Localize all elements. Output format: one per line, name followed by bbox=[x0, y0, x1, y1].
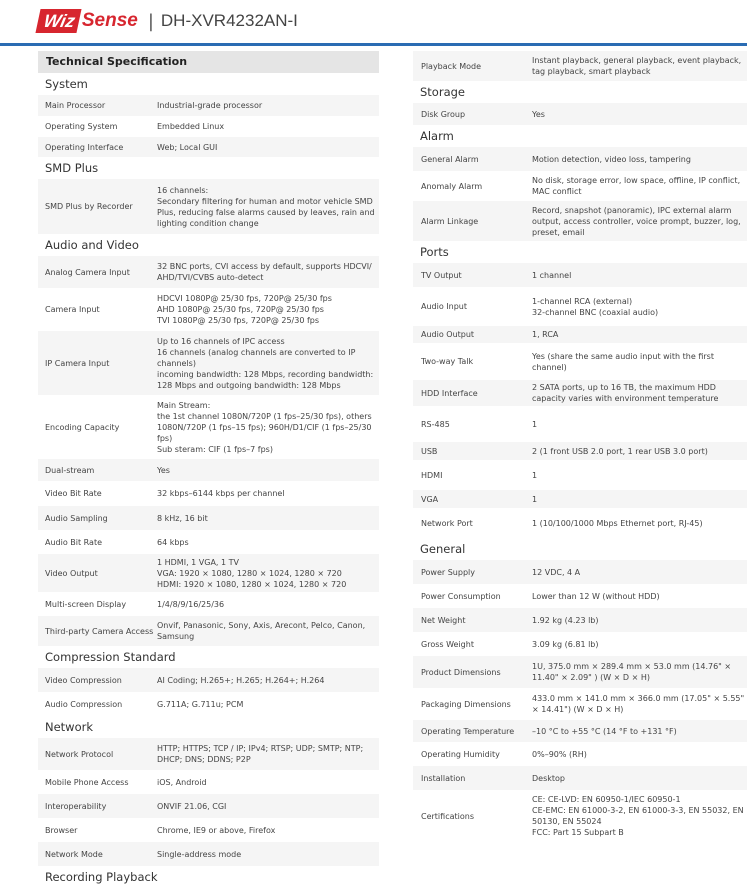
spec-label: Mobile Phone Access bbox=[45, 777, 129, 787]
spec-row bbox=[413, 560, 747, 584]
spec-label: Packaging Dimensions bbox=[421, 699, 511, 709]
spec-row bbox=[38, 842, 379, 866]
spec-value: Chrome, IE9 or above, Firefox bbox=[157, 825, 276, 835]
spec-value: 64 kbps bbox=[157, 537, 189, 547]
spec-row bbox=[413, 656, 747, 688]
spec-label: Network Port bbox=[421, 518, 473, 528]
spec-value: Embedded Linux bbox=[157, 122, 225, 131]
spec-value: 1 bbox=[532, 419, 538, 429]
section-heading: Compression Standard bbox=[45, 650, 176, 664]
spec-row bbox=[413, 201, 747, 241]
spec-value: 1 HDMI, 1 VGA, 1 TV VGA: 1920 × 1080, 1280 × 1024, 1280 × 720 HDMI: 1920 × 1080, 1280 × 1024, 1280 × 720 bbox=[157, 557, 347, 589]
spec-label: VGA bbox=[421, 494, 439, 504]
spec-row bbox=[413, 720, 747, 742]
spec-label: Two-way Talk bbox=[421, 357, 474, 366]
spec-label: TV Output bbox=[421, 270, 462, 280]
spec-label: HDMI bbox=[421, 470, 443, 480]
spec-value: 8 kHz, 16 bit bbox=[157, 513, 208, 523]
spec-row bbox=[38, 692, 379, 716]
spec-value: Motion detection, video loss, tampering bbox=[532, 154, 691, 164]
spec-label: Interoperability bbox=[45, 801, 107, 811]
spec-value: HDCVI 1080P@ 25/30 fps, 720P@ 25/30 fps AHD 1080P@ 25/30 fps, 720P@ 25/30 fps TVI 1080P@ 25/30 fps, 720P@ 25/30 fps bbox=[157, 294, 332, 325]
logo-sense: Sense bbox=[81, 10, 138, 31]
spec-row bbox=[413, 490, 747, 508]
wizsense-logo bbox=[38, 9, 298, 33]
left-spec-column bbox=[38, 51, 379, 888]
spec-label: Video Bit Rate bbox=[45, 489, 102, 498]
spec-label: Operating System bbox=[45, 122, 118, 131]
spec-label: Power Consumption bbox=[421, 591, 501, 601]
spec-label: Anomaly Alarm bbox=[421, 181, 483, 191]
spec-row bbox=[413, 343, 747, 380]
spec-row bbox=[38, 116, 379, 137]
spec-row bbox=[38, 668, 379, 692]
spec-value: Main Stream: the 1st channel 1080N/720P (1 fps–25/30 fps), others 1080N/720P (1 fps–15 fps); 960H/D1/CIF (1 fps–25/30 fps) Sub steram: CIF (1 fps–7 fps) bbox=[157, 400, 372, 454]
spec-value: Onvif, Panasonic, Sony, Axis, Arecont, Pelco, Canon, Samsung bbox=[157, 621, 366, 641]
spec-value: Up to 16 channels of IPC access 16 channels (analog channels are converted to IP channels) incoming bandwidth: 128 Mbps, recording bandwidth: 128 Mbps and outgoing bandwidth: 128 Mbps bbox=[157, 336, 374, 390]
spec-row bbox=[38, 738, 379, 770]
spec-value: ONVIF 21.06, CGI bbox=[157, 801, 227, 811]
spec-row bbox=[413, 742, 747, 766]
spec-row bbox=[413, 766, 747, 790]
spec-value: 32 BNC ports, CVI access by default, supports HDCVI/ AHD/TVI/CVBS auto-detect bbox=[157, 262, 372, 282]
spec-label: Installation bbox=[421, 773, 466, 783]
spec-label: RS-485 bbox=[421, 419, 450, 429]
spec-row bbox=[413, 263, 747, 287]
spec-row bbox=[38, 530, 379, 554]
spec-label: Operating Temperature bbox=[421, 726, 515, 736]
spec-value: Industrial-grade processor bbox=[157, 101, 263, 110]
spec-row bbox=[38, 395, 379, 459]
spec-label: Gross Weight bbox=[421, 639, 474, 649]
spec-value: 433.0 mm × 141.0 mm × 366.0 mm (17.05" × 5.55" × 14.41") (W × D × H) bbox=[532, 694, 745, 714]
spec-label: Audio Sampling bbox=[45, 513, 108, 523]
spec-label: Certifications bbox=[421, 811, 474, 821]
spec-value: 1 bbox=[532, 494, 538, 504]
section-heading: SMD Plus bbox=[45, 161, 99, 175]
spec-label: SMD Plus by Recorder bbox=[45, 202, 133, 211]
spec-row bbox=[413, 608, 747, 632]
spec-row bbox=[413, 632, 747, 656]
page-header bbox=[0, 0, 747, 46]
spec-value: Lower than 12 W (without HDD) bbox=[532, 591, 660, 601]
spec-value: CE: CE-LVD: EN 60950-1/IEC 60950-1 CE-EMC: EN 61000-3-2, EN 61000-3-3, EN 55032, EN 50130, EN 55024 FCC: Part 15 Subpart B bbox=[532, 795, 744, 837]
spec-row bbox=[38, 481, 379, 506]
spec-value: 1 channel bbox=[532, 270, 572, 280]
spec-row bbox=[413, 147, 747, 171]
spec-row bbox=[38, 818, 379, 842]
spec-row bbox=[38, 592, 379, 616]
section-heading: Alarm bbox=[420, 129, 454, 143]
section-heading: General bbox=[420, 542, 466, 556]
section-heading: Network bbox=[45, 720, 94, 734]
spec-label: Power Supply bbox=[421, 567, 475, 577]
spec-label: Playback Mode bbox=[421, 61, 482, 71]
spec-label: USB bbox=[421, 446, 438, 456]
spec-label: Net Weight bbox=[421, 615, 466, 625]
spec-value: 16 channels: Secondary filtering for human and motor vehicle SMD Plus, reducing false alarms caused by leaves, rain and lighting condition change bbox=[157, 185, 375, 228]
spec-value: 32 kbps–6144 kbps per channel bbox=[157, 489, 285, 498]
spec-value: HTTP; HTTPS; TCP / IP; IPv4; RTSP; UDP; SMTP; NTP; DHCP; DNS; DDNS; P2P bbox=[157, 744, 364, 764]
spec-row bbox=[413, 460, 747, 490]
spec-value: 3.09 kg (6.81 lb) bbox=[532, 639, 599, 649]
spec-row bbox=[413, 103, 747, 125]
spec-value: Instant playback, general playback, event playback, tag playback, smart playback bbox=[532, 56, 742, 76]
section-heading: Storage bbox=[420, 85, 465, 99]
spec-row bbox=[413, 171, 747, 201]
spec-value: Desktop bbox=[532, 773, 565, 783]
spec-value: Yes bbox=[157, 465, 170, 475]
spec-label: Camera Input bbox=[45, 305, 100, 314]
section-heading: System bbox=[45, 77, 88, 91]
spec-row bbox=[413, 380, 747, 406]
spec-label: Video Output bbox=[45, 568, 98, 578]
spec-label: Encoding Capacity bbox=[45, 422, 120, 432]
spec-value: 12 VDC, 4 A bbox=[532, 567, 581, 577]
spec-value: 1U, 375.0 mm × 289.4 mm × 53.0 mm (14.76" × 11.40" × 2.09" ) (W × D × H) bbox=[532, 662, 732, 682]
spec-value: AI Coding; H.265+; H.265; H.264+; H.264 bbox=[157, 675, 325, 685]
model-number: DH-XVR4232AN-I bbox=[160, 11, 298, 30]
spec-label: Third-party Camera Access bbox=[45, 626, 154, 636]
spec-value: 1/4/8/9/16/25/36 bbox=[157, 599, 225, 609]
spec-row bbox=[413, 287, 747, 326]
spec-value: Record, snapshot (panoramic), IPC external alarm output, access controller, voice prompt, buzzer, log, preset, email bbox=[532, 205, 741, 237]
spec-value: iOS, Android bbox=[157, 777, 207, 787]
spec-label: Multi-screen Display bbox=[45, 599, 127, 609]
spec-value: G.711A; G.711u; PCM bbox=[157, 699, 244, 709]
spec-value: 0%–90% (RH) bbox=[532, 749, 587, 759]
section-heading: Audio and Video bbox=[45, 238, 139, 252]
spec-row bbox=[413, 442, 747, 460]
spec-value: 2 (1 front USB 2.0 port, 1 rear USB 3.0 port) bbox=[532, 446, 708, 456]
spec-label: IP Camera Input bbox=[45, 358, 110, 368]
spec-row bbox=[38, 459, 379, 481]
spec-label: Alarm Linkage bbox=[421, 216, 479, 226]
spec-row bbox=[38, 554, 379, 592]
spec-row bbox=[413, 508, 747, 538]
right-spec-column bbox=[413, 51, 747, 842]
spec-value: 2 SATA ports, up to 16 TB, the maximum HDD capacity varies with environment temperature bbox=[532, 383, 719, 403]
spec-row bbox=[38, 256, 379, 288]
spec-value: 1.92 kg (4.23 lb) bbox=[532, 615, 599, 625]
spec-value: No disk, storage error, low space, offline, IP conflict, MAC conflict bbox=[532, 176, 741, 196]
spec-value: –10 °C to +55 °C (14 °F to +131 °F) bbox=[532, 726, 677, 736]
spec-label: Operating Interface bbox=[45, 142, 124, 152]
spec-label: General Alarm bbox=[421, 154, 479, 164]
spec-label: Product Dimensions bbox=[421, 667, 501, 677]
spec-label: Audio Output bbox=[421, 330, 475, 339]
spec-value: Yes (share the same audio input with the first channel) bbox=[532, 351, 714, 372]
spec-value: 1-channel RCA (external) 32-channel BNC (coaxial audio) bbox=[532, 296, 659, 317]
spec-label: Audio Bit Rate bbox=[45, 537, 103, 547]
spec-value: 1, RCA bbox=[532, 330, 559, 339]
spec-label: Main Processor bbox=[45, 101, 106, 110]
spec-row bbox=[413, 406, 747, 442]
spec-value: Single-address mode bbox=[157, 849, 242, 859]
spec-row bbox=[413, 688, 747, 720]
spec-value: 1 (10/100/1000 Mbps Ethernet port, RJ-45) bbox=[532, 518, 703, 528]
spec-row bbox=[38, 506, 379, 530]
spec-label: Browser bbox=[45, 825, 78, 835]
header-separator: | bbox=[147, 10, 154, 32]
spec-row bbox=[413, 790, 747, 842]
spec-value: Web; Local GUI bbox=[157, 142, 218, 152]
spec-label: Video Compression bbox=[45, 675, 122, 685]
spec-row bbox=[38, 770, 379, 794]
spec-label: Network Protocol bbox=[45, 749, 114, 759]
spec-row bbox=[38, 179, 379, 234]
spec-row bbox=[413, 584, 747, 608]
spec-label: Analog Camera Input bbox=[45, 267, 130, 277]
spec-label: HDD Interface bbox=[421, 388, 478, 398]
spec-value: 1 bbox=[532, 470, 538, 480]
spec-label: Audio Input bbox=[421, 302, 467, 311]
logo-wiz: Wiz bbox=[35, 9, 81, 33]
spec-row bbox=[38, 331, 379, 395]
spec-row bbox=[413, 51, 747, 81]
spec-title: Technical Specification bbox=[38, 51, 379, 73]
spec-label: Network Mode bbox=[45, 849, 103, 859]
spec-row bbox=[38, 794, 379, 818]
spec-row bbox=[413, 326, 747, 343]
spec-label: Audio Compression bbox=[45, 699, 123, 709]
spec-row bbox=[38, 288, 379, 331]
spec-row bbox=[38, 616, 379, 646]
spec-label: Dual-stream bbox=[45, 465, 95, 475]
spec-label: Operating Humidity bbox=[421, 749, 500, 759]
spec-value: Yes bbox=[532, 109, 545, 119]
spec-label: Disk Group bbox=[421, 109, 466, 119]
spec-row bbox=[38, 95, 379, 116]
section-heading: Ports bbox=[420, 245, 449, 259]
spec-row bbox=[38, 137, 379, 157]
section-heading: Recording Playback bbox=[45, 870, 158, 884]
